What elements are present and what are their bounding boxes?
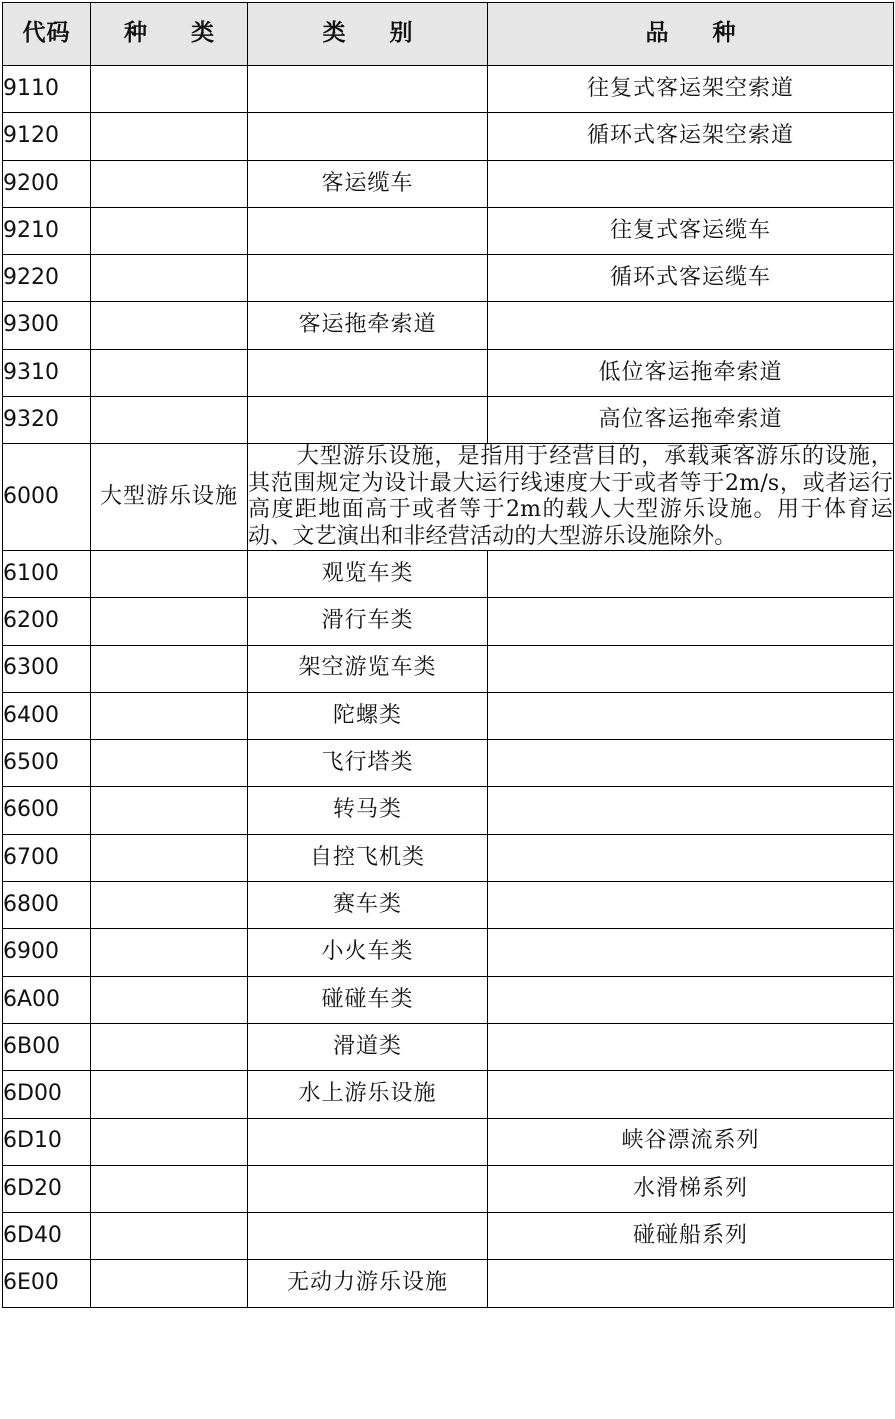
cell-category: 自控飞机类 xyxy=(248,834,488,881)
cell-variety xyxy=(488,550,894,597)
cell-kind xyxy=(91,1071,248,1118)
cell-code: 6D40 xyxy=(3,1213,91,1260)
cell-kind xyxy=(91,740,248,787)
equipment-catalog-table xyxy=(2,2,894,1308)
amusement-definition-row xyxy=(3,444,894,551)
cell-category: 小火车类 xyxy=(248,929,488,976)
amusement-description xyxy=(248,444,894,551)
cell-category: 观览车类 xyxy=(248,550,488,597)
cell-variety xyxy=(488,976,894,1023)
cell-variety xyxy=(488,834,894,881)
table-row xyxy=(3,113,894,160)
cell-category xyxy=(248,397,488,444)
cell-code: 9200 xyxy=(3,160,91,207)
table-header xyxy=(3,3,894,66)
table-row xyxy=(3,692,894,739)
cell-variety xyxy=(488,1071,894,1118)
cell-kind xyxy=(91,929,248,976)
cell-category: 无动力游乐设施 xyxy=(248,1260,488,1307)
description-text: 大型游乐设施，是指用于经营目的，承载乘客游乐的设施，其范围规定为设计最大运行线速度大于或者等于2m/s，或者运行高度距地面高于或者等于2m的载人大型游乐设施。用于体育运动、文艺演出和非经营活动的大型游乐设施除外。 xyxy=(248,444,893,549)
cell-variety xyxy=(488,1260,894,1307)
cell-code: 9320 xyxy=(3,397,91,444)
cell-code: 6200 xyxy=(3,598,91,645)
cell-variety: 循环式客运缆车 xyxy=(488,255,894,302)
cell-code: 6B00 xyxy=(3,1023,91,1070)
cell-category: 陀螺类 xyxy=(248,692,488,739)
cell-code: 6A00 xyxy=(3,976,91,1023)
cell-variety xyxy=(488,160,894,207)
cell-category: 碰碰车类 xyxy=(248,976,488,1023)
table-row xyxy=(3,255,894,302)
cell-category: 架空游览车类 xyxy=(248,645,488,692)
cell-kind xyxy=(91,1165,248,1212)
cell-variety: 碰碰船系列 xyxy=(488,1213,894,1260)
cell-variety xyxy=(488,740,894,787)
cell-code: 6900 xyxy=(3,929,91,976)
table-row xyxy=(3,929,894,976)
cell-code: 6600 xyxy=(3,787,91,834)
cell-kind xyxy=(91,302,248,349)
cell-category: 转马类 xyxy=(248,787,488,834)
cell-variety xyxy=(488,882,894,929)
cell-variety xyxy=(488,929,894,976)
table-row xyxy=(3,66,894,113)
cell-variety xyxy=(488,787,894,834)
cell-variety xyxy=(488,598,894,645)
table-body xyxy=(3,66,894,1308)
table-row xyxy=(3,1023,894,1070)
cell-variety: 往复式客运架空索道 xyxy=(488,66,894,113)
table-row xyxy=(3,598,894,645)
cell-variety: 低位客运拖牵索道 xyxy=(488,349,894,396)
cell-code: 9210 xyxy=(3,207,91,254)
table-row xyxy=(3,1071,894,1118)
cell-kind xyxy=(91,834,248,881)
header-variety: 品 种 xyxy=(488,3,894,66)
cell-category xyxy=(248,113,488,160)
cell-variety xyxy=(488,645,894,692)
cell-kind xyxy=(91,787,248,834)
table-row xyxy=(3,1118,894,1165)
cell-variety: 水滑梯系列 xyxy=(488,1165,894,1212)
cell-category xyxy=(248,349,488,396)
cell-kind xyxy=(91,113,248,160)
cell-kind xyxy=(91,397,248,444)
table-row xyxy=(3,787,894,834)
cell-code: 6400 xyxy=(3,692,91,739)
cell-category xyxy=(248,1213,488,1260)
cell-code: 9120 xyxy=(3,113,91,160)
cell-variety: 循环式客运架空索道 xyxy=(488,113,894,160)
cell-kind xyxy=(91,598,248,645)
cell-kind xyxy=(91,550,248,597)
table-row xyxy=(3,160,894,207)
cell-category: 赛车类 xyxy=(248,882,488,929)
header-kind: 种 类 xyxy=(91,3,248,66)
cell-variety: 往复式客运缆车 xyxy=(488,207,894,254)
cell-code: 6D00 xyxy=(3,1071,91,1118)
cell-kind xyxy=(91,1260,248,1307)
cell-variety xyxy=(488,302,894,349)
header-code: 代码 xyxy=(3,3,91,66)
cell-code: 6D20 xyxy=(3,1165,91,1212)
cell-variety: 高位客运拖牵索道 xyxy=(488,397,894,444)
table-row xyxy=(3,1165,894,1212)
cell-category xyxy=(248,1118,488,1165)
cell-code: 6300 xyxy=(3,645,91,692)
cell-kind xyxy=(91,255,248,302)
table-row xyxy=(3,834,894,881)
cell-category: 客运缆车 xyxy=(248,160,488,207)
cell-variety: 峡谷漂流系列 xyxy=(488,1118,894,1165)
header-category: 类 别 xyxy=(248,3,488,66)
cell-category xyxy=(248,66,488,113)
cell-code: 9300 xyxy=(3,302,91,349)
cell-category xyxy=(248,1165,488,1212)
cell-category: 滑道类 xyxy=(248,1023,488,1070)
cell-kind xyxy=(91,1213,248,1260)
cell-kind xyxy=(91,976,248,1023)
cell-code: 9310 xyxy=(3,349,91,396)
cell-code: 6800 xyxy=(3,882,91,929)
cell-code: 6100 xyxy=(3,550,91,597)
table-row xyxy=(3,740,894,787)
cell-variety xyxy=(488,692,894,739)
cell-kind xyxy=(91,645,248,692)
table-row xyxy=(3,976,894,1023)
cell-code: 6E00 xyxy=(3,1260,91,1307)
cell-variety xyxy=(488,1023,894,1070)
cell-category: 水上游乐设施 xyxy=(248,1071,488,1118)
cell-code: 9220 xyxy=(3,255,91,302)
cell-kind xyxy=(91,692,248,739)
cell-kind xyxy=(91,349,248,396)
cell-code: 6500 xyxy=(3,740,91,787)
cell-category: 客运拖牵索道 xyxy=(248,302,488,349)
cell-kind xyxy=(91,1118,248,1165)
table-row xyxy=(3,550,894,597)
cell-code: 6000 xyxy=(3,444,91,551)
cell-code: 9110 xyxy=(3,66,91,113)
cell-category xyxy=(248,255,488,302)
cell-kind xyxy=(91,160,248,207)
table-row xyxy=(3,349,894,396)
cell-kind xyxy=(91,207,248,254)
cell-code: 6700 xyxy=(3,834,91,881)
cell-kind xyxy=(91,1023,248,1070)
table-row xyxy=(3,645,894,692)
table-row xyxy=(3,302,894,349)
cell-kind xyxy=(91,882,248,929)
cell-category: 滑行车类 xyxy=(248,598,488,645)
cell-kind xyxy=(91,66,248,113)
cell-category xyxy=(248,207,488,254)
table-row xyxy=(3,882,894,929)
table-row xyxy=(3,1260,894,1307)
table-row xyxy=(3,1213,894,1260)
table-row xyxy=(3,397,894,444)
cell-code: 6D10 xyxy=(3,1118,91,1165)
cell-category: 飞行塔类 xyxy=(248,740,488,787)
cell-kind: 大型游乐设施 xyxy=(91,444,248,551)
table-row xyxy=(3,207,894,254)
